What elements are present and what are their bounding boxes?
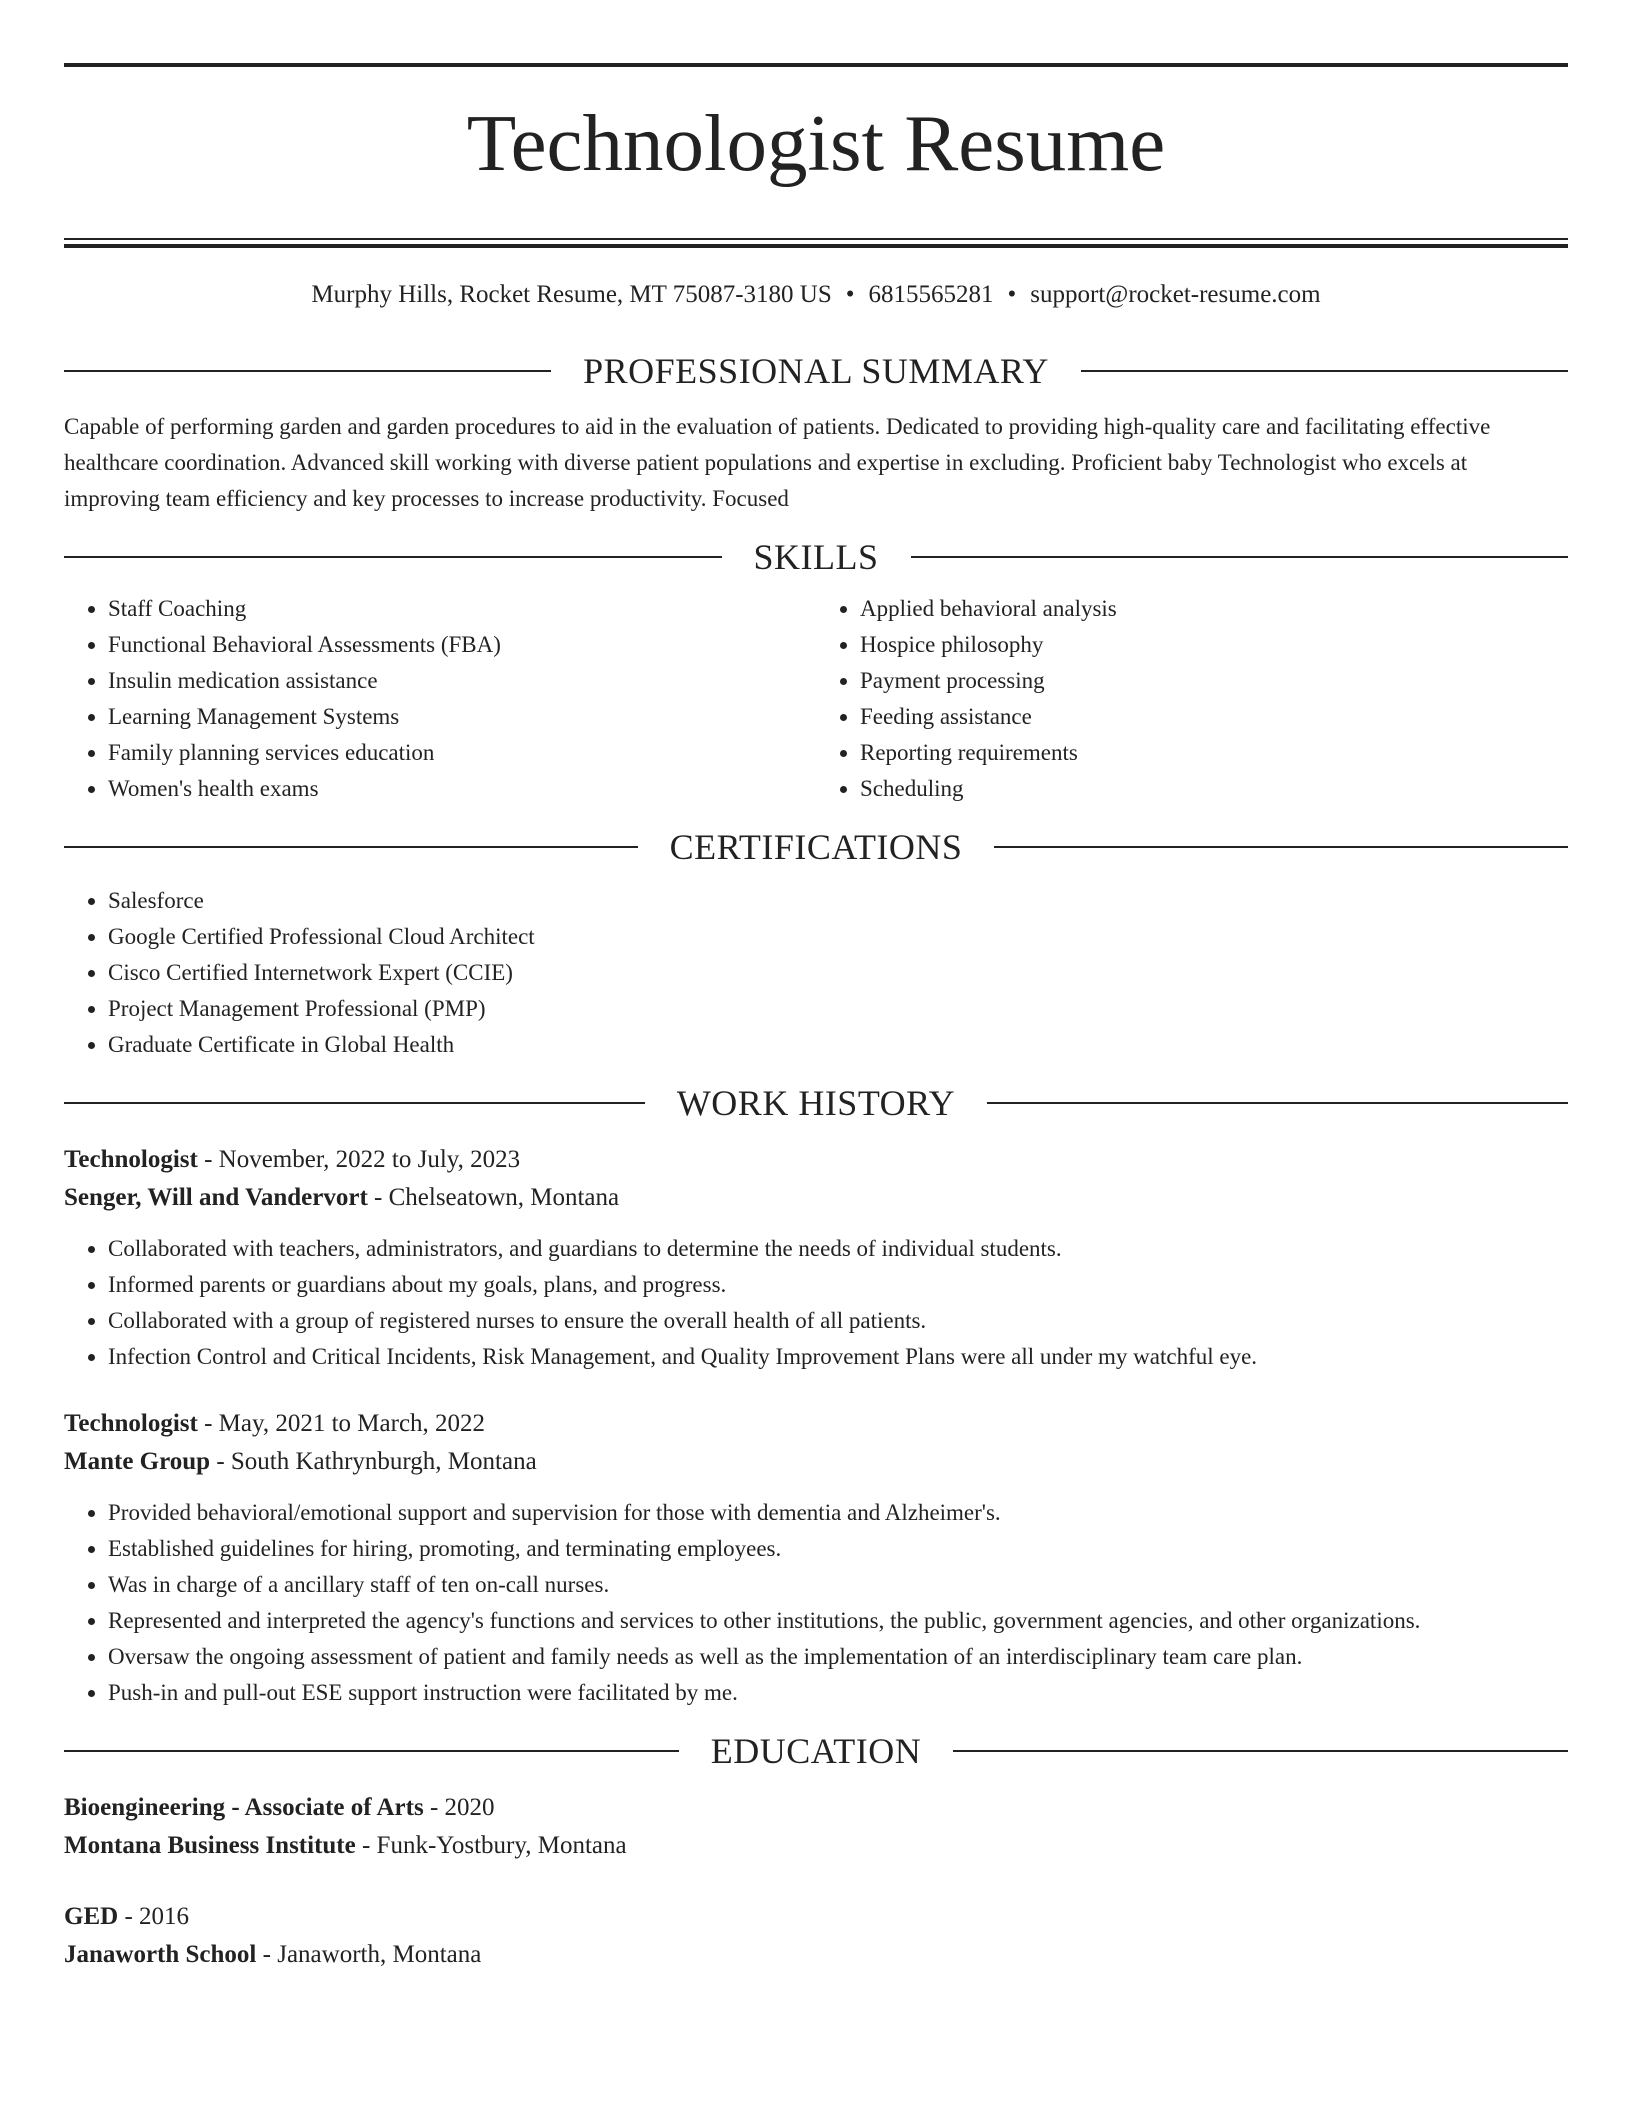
education-location: - Janaworth, Montana (256, 1941, 482, 1969)
section-divider (987, 1102, 1568, 1104)
section-header-education (64, 1731, 1568, 1772)
job-company: Mante Group (64, 1448, 211, 1476)
certification-item: • Project Management Professional (PMP) (108, 991, 1568, 1027)
job-entry (64, 1405, 1568, 1711)
section-title: EDUCATION (710, 1731, 922, 1772)
section-header-skills (64, 537, 1568, 578)
job-entry (64, 1141, 1568, 1375)
contact-address: Murphy Hills, Rocket Resume, MT 75087-3180 US (311, 281, 832, 309)
contact-phone: 6815565281 (868, 281, 994, 309)
title-double-rule (64, 238, 1568, 248)
certifications-list (64, 883, 1568, 1063)
job-duty: • Represented and interpreted the agency's functions and services to other institutions, the public, government agencies, and other organizations. (108, 1603, 1568, 1639)
education-degree-line (64, 1789, 1568, 1827)
education-degree-line (64, 1898, 1568, 1936)
resume-title: Technologist Resume (466, 98, 1166, 188)
section-divider (953, 1750, 1568, 1752)
job-company: Senger, Will and Vandervort (64, 1184, 368, 1212)
resume-page (64, 0, 1568, 1974)
contact-separator: • (845, 281, 855, 309)
job-title: Technologist (64, 1410, 198, 1438)
education-entry (64, 1898, 1568, 1974)
section-divider (64, 556, 722, 558)
education-school-line (64, 1827, 1568, 1865)
section-divider (64, 1750, 679, 1752)
education-location: - Funk-Yostbury, Montana (355, 1832, 627, 1860)
job-duty: • Push-in and pull-out ESE support instruction were facilitated by me. (108, 1675, 1568, 1711)
skill-item: • Hospice philosophy (860, 627, 1568, 663)
summary-text: Capable of performing garden and garden procedures to aid in the evaluation of patients. Dedicated to providing high-quality care and facilitating effective healthcare coordination. Advanced skill working with diverse patient populations and expertise in excluding. Proficient baby Technologist who excels at improving team efficiency and key processes to increase productivity. Focused (64, 414, 1491, 512)
job-duty: • Oversaw the ongoing assessment of patient and family needs as well as the implementation of an interdisciplinary team care plan. (108, 1639, 1568, 1675)
skill-item: • Learning Management Systems (108, 699, 816, 735)
job-company-line (64, 1443, 1568, 1481)
job-location: - Chelseatown, Montana (367, 1184, 620, 1212)
job-duty: • Was in charge of a ancillary staff of ten on-call nurses. (108, 1567, 1568, 1603)
education-year: - 2016 (118, 1903, 190, 1931)
job-location: - South Kathrynburgh, Montana (210, 1448, 537, 1476)
section-divider (64, 370, 551, 372)
job-duties-list (64, 1495, 1568, 1711)
job-duty: • Infection Control and Critical Incidents, Risk Management, and Quality Improvement Plans were all under my watchful eye. (108, 1339, 1568, 1375)
skill-item: • Functional Behavioral Assessments (FBA) (108, 627, 816, 663)
job-duties-list (64, 1231, 1568, 1375)
education-school-line (64, 1936, 1568, 1974)
top-rule (64, 63, 1568, 67)
contact-line (64, 282, 1568, 307)
job-title-line (64, 1141, 1568, 1179)
section-divider (911, 556, 1569, 558)
contact-email: support@rocket-resume.com (1030, 281, 1321, 309)
education-year: - 2020 (423, 1794, 495, 1822)
section-title: SKILLS (753, 537, 879, 578)
skill-item: • Reporting requirements (860, 735, 1568, 771)
section-divider (64, 846, 638, 848)
skill-item: • Payment processing (860, 663, 1568, 699)
skills-list-left (64, 591, 816, 807)
job-duty: • Provided behavioral/emotional support and supervision for those with dementia and Alzheimer's. (108, 1495, 1568, 1531)
job-duty: • Informed parents or guardians about my goals, plans, and progress. (108, 1267, 1568, 1303)
certification-item: • Salesforce (108, 883, 1568, 919)
skills-list-right (816, 591, 1568, 807)
section-title: CERTIFICATIONS (669, 827, 963, 868)
section-divider (994, 846, 1568, 848)
job-duty: • Established guidelines for hiring, promoting, and terminating employees. (108, 1531, 1568, 1567)
job-title-line (64, 1405, 1568, 1443)
certification-item: • Google Certified Professional Cloud Architect (108, 919, 1568, 955)
skill-item: • Family planning services education (108, 735, 816, 771)
education-school: Montana Business Institute (64, 1832, 356, 1860)
certification-item: • Cisco Certified Internetwork Expert (CCIE) (108, 955, 1568, 991)
section-title: WORK HISTORY (676, 1083, 956, 1124)
certification-item: • Graduate Certificate in Global Health (108, 1027, 1568, 1063)
section-title: PROFESSIONAL SUMMARY (583, 351, 1049, 392)
job-company-line (64, 1179, 1568, 1217)
job-duty: • Collaborated with a group of registered nurses to ensure the overall health of all patients. (108, 1303, 1568, 1339)
section-divider (64, 1102, 645, 1104)
section-header-summary (64, 351, 1568, 392)
education-school: Janaworth School (64, 1941, 257, 1969)
skill-item: • Staff Coaching (108, 591, 816, 627)
skill-item: • Applied behavioral analysis (860, 591, 1568, 627)
job-dates: - May, 2021 to March, 2022 (197, 1410, 486, 1438)
skill-item: • Insulin medication assistance (108, 663, 816, 699)
skill-item: • Women's health exams (108, 771, 816, 807)
education-entry (64, 1789, 1568, 1865)
section-header-work (64, 1083, 1568, 1124)
contact-separator: • (1007, 281, 1017, 309)
job-duty: • Collaborated with teachers, administrators, and guardians to determine the needs of individual students. (108, 1231, 1568, 1267)
job-title: Technologist (64, 1146, 198, 1174)
job-dates: - November, 2022 to July, 2023 (197, 1146, 521, 1174)
section-header-certifications (64, 827, 1568, 868)
skills-grid (64, 591, 1568, 807)
section-divider (1081, 370, 1568, 372)
education-degree: GED (64, 1903, 119, 1931)
skill-item: • Scheduling (860, 771, 1568, 807)
education-degree: Bioengineering - Associate of Arts (64, 1794, 424, 1822)
skill-item: • Feeding assistance (860, 699, 1568, 735)
